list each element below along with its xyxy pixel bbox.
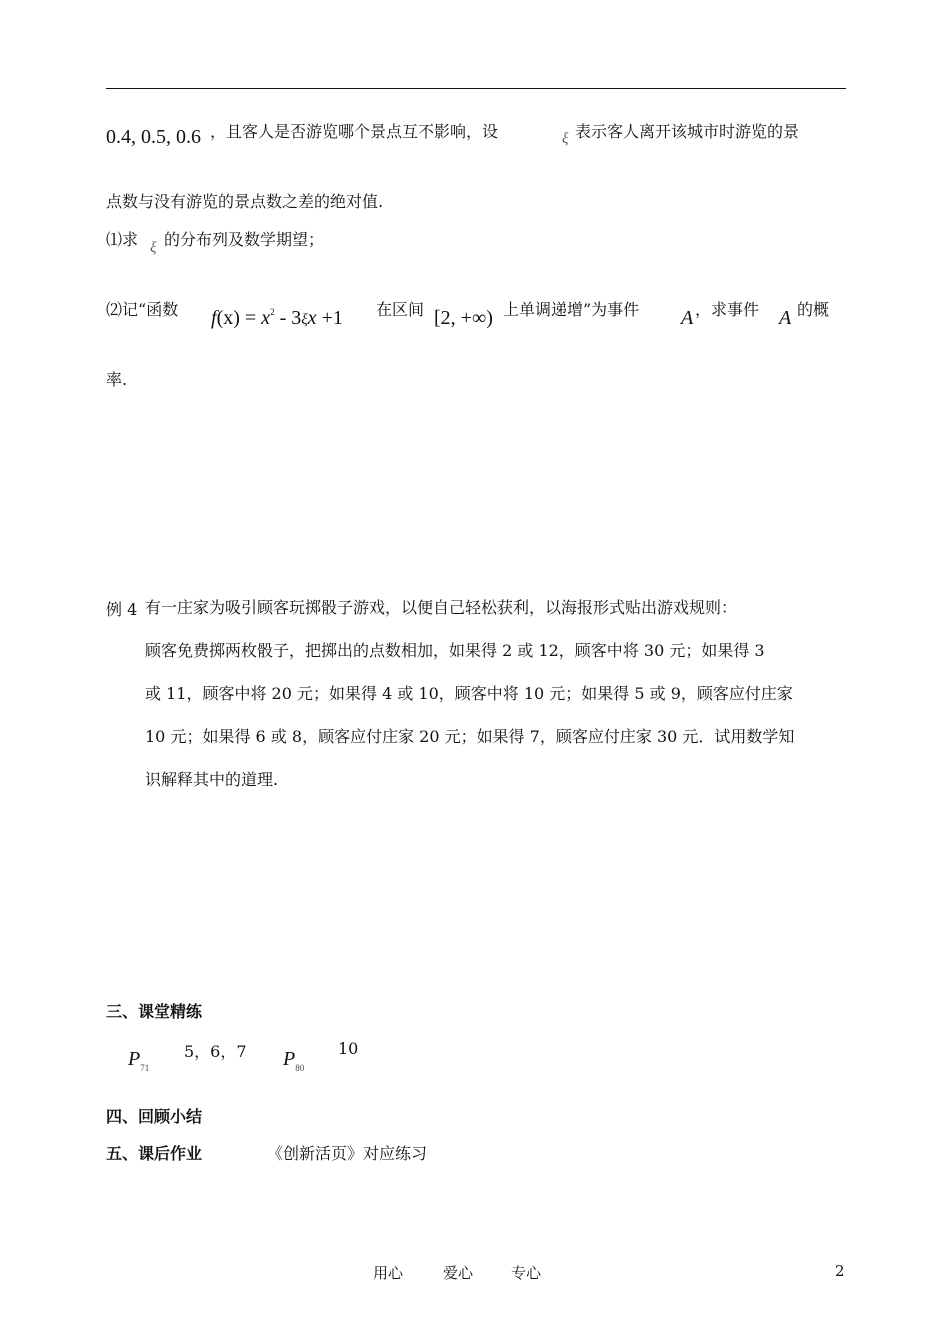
q2-line2: 率. [106, 370, 128, 389]
exponent: 2 [270, 307, 275, 317]
q2-text-a: 记“函数 [122, 300, 179, 319]
ref-2-p: P [283, 1048, 296, 1070]
q1-number: ⑴ [106, 230, 123, 249]
header-rule [106, 88, 846, 89]
footer-word-1: 用心 [373, 1264, 404, 1282]
q2-number: ⑵ [106, 300, 123, 319]
q2-text-d: ，求事件 [695, 300, 760, 319]
event-a-2: A [779, 307, 792, 329]
q2-text-c: 上单调递增”为事件 [503, 300, 640, 319]
example-4-body [145, 586, 851, 801]
ref-1-items: 5，6，7 [184, 1042, 247, 1061]
q2-text-b: 在区间 [376, 300, 425, 319]
example-line: 识解释其中的道理. [145, 770, 279, 789]
example-label: 例 4 [106, 600, 138, 619]
question-2 [106, 297, 178, 320]
page-ref-1 [128, 1048, 149, 1073]
page-number: 2 [835, 1262, 845, 1280]
xi-symbol: ξ [562, 131, 569, 147]
formula-xi: ξ [301, 312, 308, 328]
x-var: x [261, 307, 271, 329]
example-line: 10 元；如果得 6 或 8，顾客应付庄家 20 元；如果得 7，顾客应付庄家 30 元．试用数学知 [145, 727, 795, 746]
q1-text-b: 的分布列及数学期望； [164, 230, 325, 249]
homework-text: 《创新活页》对应练习 [267, 1144, 428, 1163]
q1-text-a: 求 [122, 230, 139, 249]
footer-word-3: 专心 [511, 1264, 542, 1282]
f-var: f [211, 307, 217, 329]
p1-text-b: 表示客人离开该城市时游览的景 [575, 122, 800, 141]
event-a: A [681, 307, 694, 329]
minus-term: - 3 [274, 307, 302, 329]
ref-2-items: 10 [338, 1039, 359, 1058]
q2-text-e: 的概 [797, 300, 830, 319]
page-ref-2 [283, 1048, 304, 1073]
function-formula [211, 307, 343, 330]
example-line: 或 11，顾客中将 20 元；如果得 4 或 10，顾客中将 10 元；如果得 5 或 9，顾客应付庄家 [145, 684, 793, 703]
section-4-heading: 四、回顾小结 [106, 1107, 203, 1126]
interval: [2, +∞) [434, 307, 493, 329]
probabilities: 0.4, 0.5, 0.6 [106, 126, 201, 148]
section-5-heading: 五、课后作业 [106, 1144, 203, 1163]
f-arg: (x) = [216, 307, 262, 329]
ref-1-page: 71 [140, 1063, 150, 1073]
plus-term: +1 [316, 307, 343, 329]
section-3-heading: 三、课堂精练 [106, 1002, 203, 1021]
example-line: 顾客免费掷两枚骰子，把掷出的点数相加，如果得 2 或 12，顾客中将 30 元；如果得 3 [145, 641, 765, 660]
example-line: 有一庄家为吸引顾客玩掷骰子游戏，以便自己轻松获利，以海报形式贴出游戏规则： [145, 598, 738, 617]
x-var-2: x [307, 307, 317, 329]
q1-xi: ξ [150, 240, 157, 256]
question-1 [106, 227, 138, 250]
p1-line2: 点数与没有游览的景点数之差的绝对值. [106, 192, 384, 211]
p1-text-a: ，且客人是否游览哪个景点互不影响，设 [210, 122, 499, 141]
ref-1-p: P [128, 1048, 141, 1070]
ref-2-page: 80 [295, 1063, 305, 1073]
footer-word-2: 爱心 [443, 1264, 474, 1282]
